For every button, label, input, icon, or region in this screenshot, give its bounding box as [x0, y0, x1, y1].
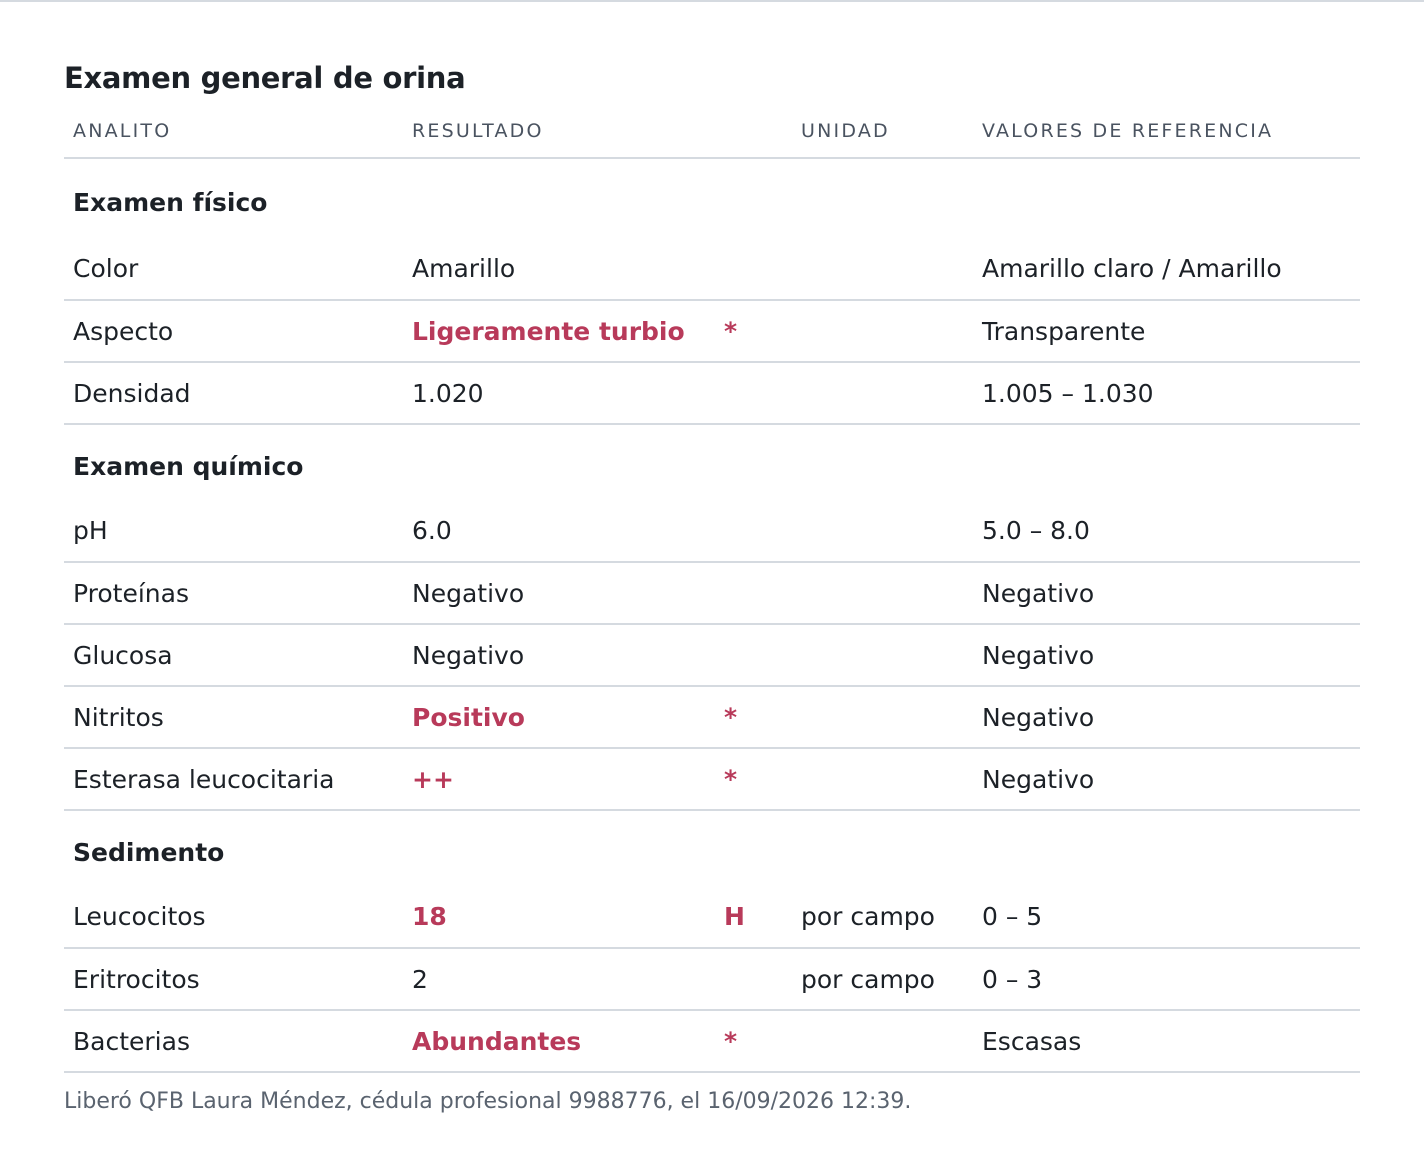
analyte-cell: Proteínas	[64, 562, 403, 624]
table-row	[64, 686, 1360, 748]
unit-cell: por campo	[792, 886, 973, 948]
reference-cell: Escasas	[973, 1010, 1360, 1072]
table-row	[64, 948, 1360, 1010]
result-cell: 1.020	[403, 362, 724, 424]
analyte-cell: Nitritos	[64, 686, 403, 748]
result-cell: Negativo	[403, 562, 724, 624]
flag-cell	[724, 562, 792, 624]
reference-cell: Transparente	[973, 300, 1360, 362]
unit-cell	[792, 362, 973, 424]
table-row	[64, 562, 1360, 624]
reference-cell: Negativo	[973, 748, 1360, 810]
unit-cell	[792, 748, 973, 810]
analyte-cell: Glucosa	[64, 624, 403, 686]
table-row	[64, 624, 1360, 686]
column-header-result: RESULTADO	[403, 104, 724, 158]
release-footnote: Liberó QFB Laura Méndez, cédula profesional 9988776, el 16/09/2026 12:39.	[64, 1089, 912, 1114]
result-cell: 18	[403, 886, 724, 948]
flag-cell	[724, 238, 792, 300]
column-header-unit: UNIDAD	[792, 104, 973, 158]
flag-cell: *	[724, 686, 792, 748]
lab-report	[64, 52, 1360, 1117]
reference-cell: 0 – 5	[973, 886, 1360, 948]
result-cell: Amarillo	[403, 238, 724, 300]
flag-cell: H	[724, 886, 792, 948]
reference-cell: Negativo	[973, 624, 1360, 686]
results-body	[64, 158, 1360, 1072]
table-row	[64, 748, 1360, 810]
section-header-row	[64, 424, 1360, 500]
top-divider	[0, 0, 1424, 2]
analyte-cell: Leucocitos	[64, 886, 403, 948]
table-row	[64, 362, 1360, 424]
result-cell: Positivo	[403, 686, 724, 748]
unit-cell	[792, 500, 973, 562]
reference-cell: Amarillo claro / Amarillo	[973, 238, 1360, 300]
analyte-cell: Bacterias	[64, 1010, 403, 1072]
table-row	[64, 300, 1360, 362]
flag-cell: *	[724, 1010, 792, 1072]
reference-cell: 5.0 – 8.0	[973, 500, 1360, 562]
section-header-row	[64, 810, 1360, 886]
analyte-cell: Aspecto	[64, 300, 403, 362]
analyte-cell: pH	[64, 500, 403, 562]
unit-cell	[792, 624, 973, 686]
flag-cell	[724, 624, 792, 686]
section-title: Examen físico	[73, 188, 268, 217]
column-header-reference: VALORES DE REFERENCIA	[973, 104, 1360, 158]
column-header-flag	[724, 104, 792, 158]
flag-cell: *	[724, 748, 792, 810]
analyte-cell: Densidad	[64, 362, 403, 424]
section-title: Sedimento	[73, 838, 225, 867]
unit-cell	[792, 1010, 973, 1072]
analyte-cell: Color	[64, 238, 403, 300]
section-header-row	[64, 158, 1360, 238]
reference-cell: Negativo	[973, 562, 1360, 624]
table-header-row	[64, 104, 1360, 158]
report-title: Examen general de orina	[64, 61, 466, 95]
reference-cell: Negativo	[973, 686, 1360, 748]
flag-cell	[724, 362, 792, 424]
table-row	[64, 1010, 1360, 1072]
reference-cell: 0 – 3	[973, 948, 1360, 1010]
table-row	[64, 238, 1360, 300]
flag-cell	[724, 948, 792, 1010]
analyte-cell: Esterasa leucocitaria	[64, 748, 403, 810]
analyte-cell: Eritrocitos	[64, 948, 403, 1010]
result-cell: 2	[403, 948, 724, 1010]
table-row	[64, 500, 1360, 562]
result-cell: Abundantes	[403, 1010, 724, 1072]
column-header-analyte: ANALITO	[64, 104, 403, 158]
section-title: Examen químico	[73, 452, 304, 481]
result-cell: 6.0	[403, 500, 724, 562]
reference-cell: 1.005 – 1.030	[973, 362, 1360, 424]
flag-cell	[724, 500, 792, 562]
unit-cell: por campo	[792, 948, 973, 1010]
table-row	[64, 886, 1360, 948]
unit-cell	[792, 562, 973, 624]
flag-cell: *	[724, 300, 792, 362]
result-cell: ++	[403, 748, 724, 810]
results-table	[64, 104, 1360, 1073]
unit-cell	[792, 238, 973, 300]
result-cell: Negativo	[403, 624, 724, 686]
unit-cell	[792, 686, 973, 748]
unit-cell	[792, 300, 973, 362]
result-cell: Ligeramente turbio	[403, 300, 724, 362]
